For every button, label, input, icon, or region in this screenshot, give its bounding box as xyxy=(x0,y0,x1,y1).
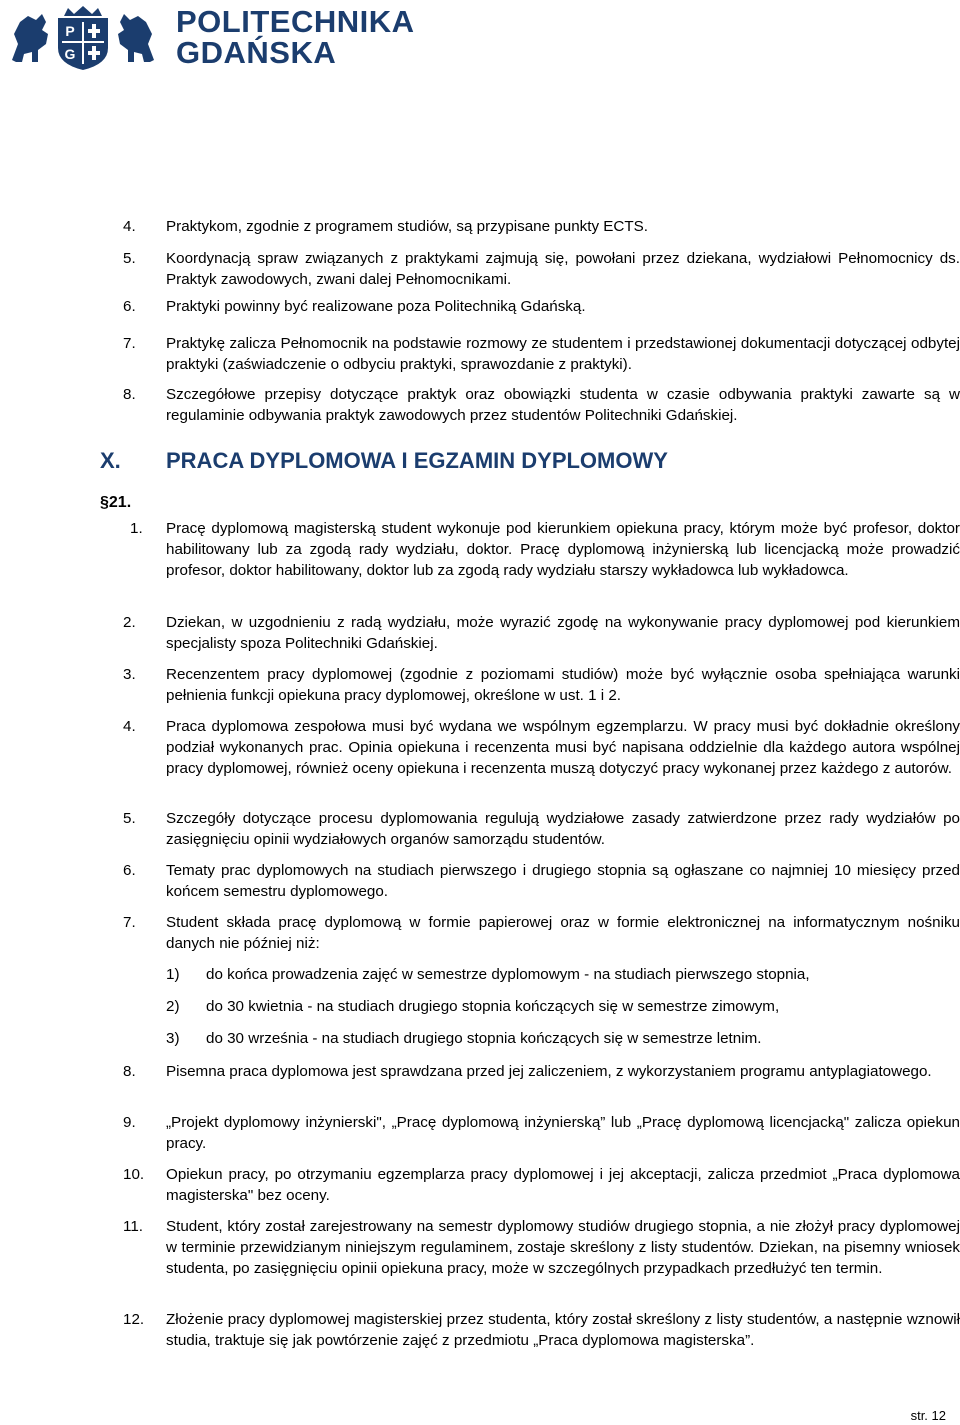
list-item: Praca dyplomowa zespołowa musi być wydana we wspólnym egzemplarzu. W pracy musi być dokładnie określony podział wykonanych prac. Opinia opiekuna i recenzenta musi być napisana oddzielnie dla każdego autora wspólnej pracy dyplomowej, również oceny opiekuna i recenzenta muszą dotyczyć pracy wykonanej przez każdego z autorów. xyxy=(166,718,960,777)
logo-line-1: POLITECHNIKA xyxy=(176,4,415,39)
list-item: Dziekan, w uzgodnieniu z radą wydziału, może wyrazić zgodę na wykonywanie pracy dyplomowej pod kierunkiem specjalisty spoza Politechniki Gdańskiej. xyxy=(166,614,960,652)
logo-letter-p: P xyxy=(65,23,75,39)
list-number: 4. xyxy=(123,718,136,735)
list-item: Praktykom, zgodnie z programem studiów, są przypisane punkty ECTS. xyxy=(166,218,648,235)
list-number: 7. xyxy=(123,335,136,352)
list-number: 8. xyxy=(123,386,136,403)
list-item: Praktykę zalicza Pełnomocnik na podstawie rozmowy ze studentem i przedstawionej dokumentacji dotyczącej odbytej praktyki (zaświadczenie o odbyciu praktyki, sprawozdanie z praktyki). xyxy=(166,335,960,373)
university-crest-icon xyxy=(8,4,158,72)
page-number: str. 12 xyxy=(910,1408,946,1423)
section-number: X. xyxy=(100,448,121,473)
list-item: Student składa pracę dyplomową w formie papierowej oraz w formie elektronicznej na informatycznym nośniku danych nie później niż: xyxy=(166,914,960,952)
list-number: 11. xyxy=(123,1218,143,1235)
list-item: Szczegółowe przepisy dotyczące praktyk oraz obowiązki studenta w czasie odbywania praktyki zawarte są w regulaminie odbywania praktyk zawodowych przez studentów Politechniki Gdańskiej. xyxy=(166,386,960,424)
list-number: 2. xyxy=(123,614,136,631)
list-number: 6. xyxy=(123,298,136,315)
sublist-item: do 30 kwietnia - na studiach drugiego stopnia kończących się w semestrze zimowym, xyxy=(206,998,780,1015)
list-item: Student, który został zarejestrowany na semestr dyplomowy studiów drugiego stopnia, a nie złożył pracy dyplomowej w terminie przewidzianym niniejszym regulaminem, zostaje skreślony z listy studentów. Dziekan, na pisemny wniosek studenta, po zasięgnięciu opinii opiekuna pracy, może w szczególnych przypadkach przedłużyć ten termin. xyxy=(166,1218,960,1277)
header xyxy=(8,4,415,76)
list-number: 8. xyxy=(123,1063,136,1080)
sublist-item: do końca prowadzenia zajęć w semestrze dyplomowym - na studiach pierwszego stopnia, xyxy=(206,966,810,983)
list-number: 4. xyxy=(123,218,136,235)
logo-letter-g: G xyxy=(64,46,76,62)
list-number: 6. xyxy=(123,862,136,879)
paragraph-mark: §21. xyxy=(100,494,132,511)
list-number: 3. xyxy=(123,666,136,683)
list-item: Koordynacją spraw związanych z praktykami zajmują się, powołani przez dziekana, wydziałowi Pełnomocnicy ds. Praktyk zawodowych, zwani dalej Pełnomocnikami. xyxy=(166,250,960,288)
list-item: Pisemna praca dyplomowa jest sprawdzana przed jej zaliczeniem, z wykorzystaniem programu antyplagiatowego. xyxy=(166,1063,932,1080)
sublist-number: 3) xyxy=(166,1030,180,1047)
list-number: 1. xyxy=(130,520,143,537)
list-number: 12. xyxy=(123,1311,145,1328)
list-item: Złożenie pracy dyplomowej magisterskiej przez studenta, który został skreślony z listy studentów, a następnie wznowił studia, traktuje się jak powtórzenie zajęć z przedmiotu „Praca dyplomowa magisterska”. xyxy=(166,1311,960,1349)
list-item: Opiekun pracy, po otrzymaniu egzemplarza pracy dyplomowej i jej akceptacji, zalicza przedmiot „Praca dyplomowa magisterska" bez oceny. xyxy=(166,1166,960,1204)
list-item: Szczegóły dotyczące procesu dyplomowania regulują wydziałowe zasady zatwierdzone przez rady wydziałów po zasięgnięciu opinii wydziałowych organów samorządu studentów. xyxy=(166,810,960,848)
sublist-number: 1) xyxy=(166,966,180,983)
list-number: 5. xyxy=(123,810,136,827)
list-item: Pracę dyplomową magisterską student wykonuje pod kierunkiem opiekuna pracy, którym może być profesor, doktor habilitowany lub za zgodą rady wydziału, doktor. Pracę dyplomową inżynierską lub licencjacką może prowadzić profesor, doktor habilitowany, doktor lub za zgodą rady wydziału starszy wykładowca lub wykładowca. xyxy=(166,520,960,579)
paragraph-number: 21. xyxy=(108,494,132,511)
logo-line-2: GDAŃSKA xyxy=(176,35,337,70)
list-number: 5. xyxy=(123,250,136,267)
sublist-item: do 30 września - na studiach drugiego stopnia kończących się w semestrze letnim. xyxy=(206,1030,762,1047)
list-number: 10. xyxy=(123,1166,145,1183)
list-item: Praktyki powinny być realizowane poza Politechniką Gdańską. xyxy=(166,298,586,315)
list-item: „Projekt dyplomowy inżynierski", „Pracę dyplomową inżynierską” lub „Pracę dyplomową licencjacką" zalicza opiekun pracy. xyxy=(166,1114,960,1152)
logo-wordmark xyxy=(176,6,415,68)
list-number: 7. xyxy=(123,914,136,931)
sublist-number: 2) xyxy=(166,998,180,1015)
list-number: 9. xyxy=(123,1114,136,1131)
section-title: PRACA DYPLOMOWA I EGZAMIN DYPLOMOWY xyxy=(166,448,668,473)
list-item: Tematy prac dyplomowych na studiach pierwszego i drugiego stopnia są ogłaszane co najmniej 10 miesięcy przed końcem semestru dyplomowego. xyxy=(166,862,960,900)
list-item: Recenzentem pracy dyplomowej (zgodnie z poziomami studiów) może być wyłącznie osoba spełniająca warunki pełnienia funkcji opiekuna pracy dyplomowej, określone w ust. 1 i 2. xyxy=(166,666,960,704)
